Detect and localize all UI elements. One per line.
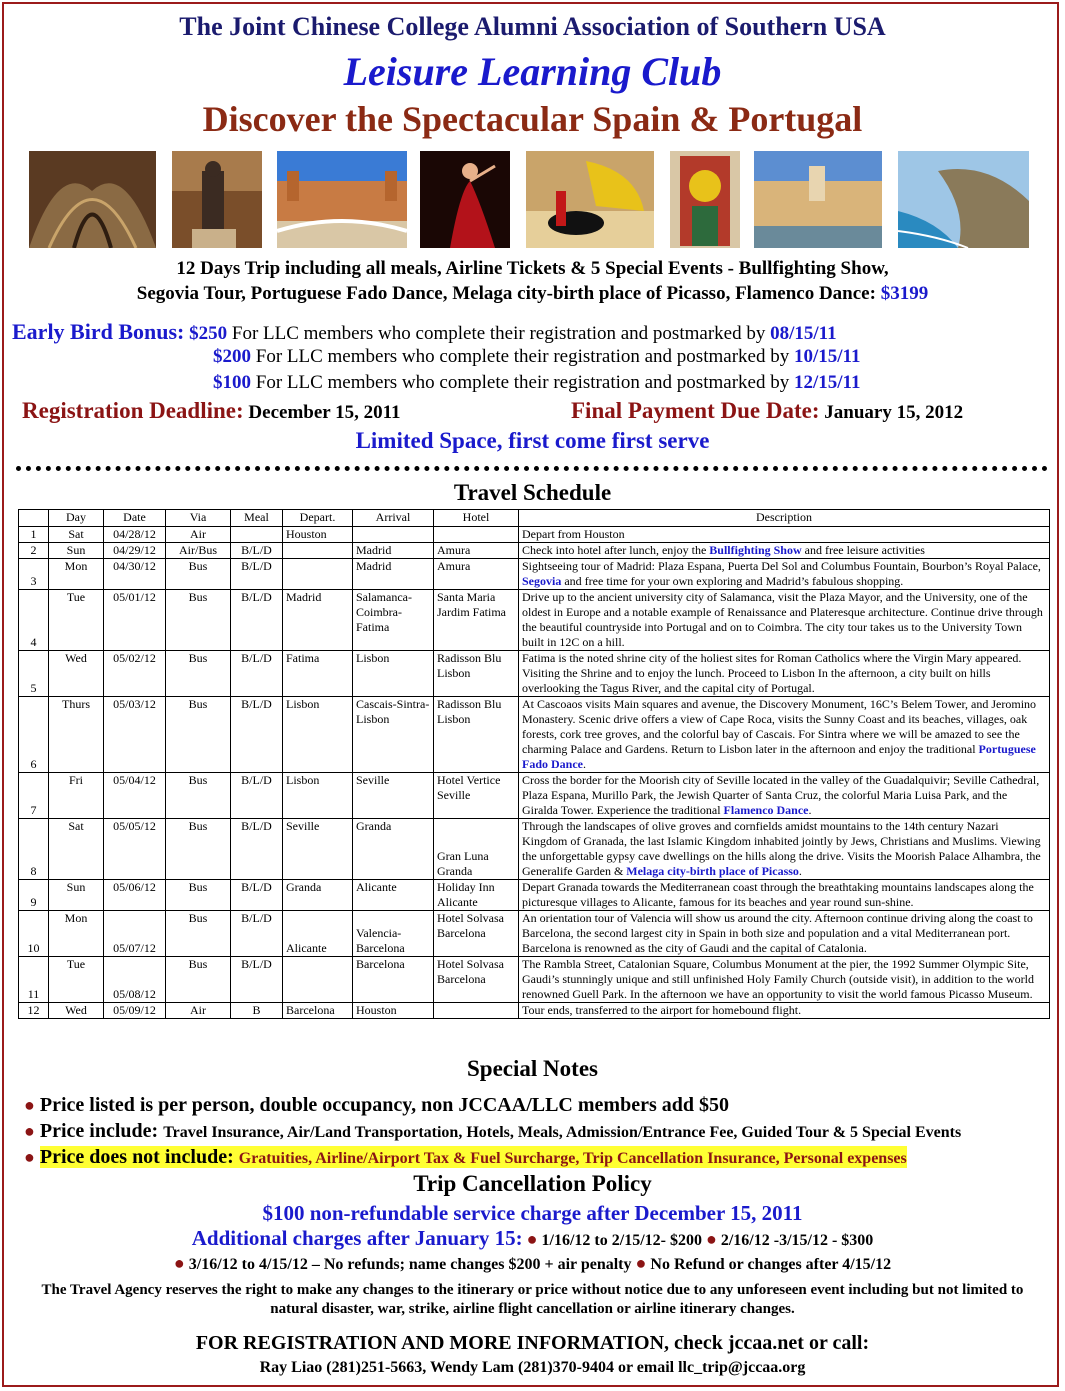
registration-info: FOR REGISTRATION AND MORE INFORMATION, check jccaa.net or call:	[195, 1332, 870, 1354]
hotel-cell: Holiday Inn Alicante	[434, 880, 519, 911]
plaza-espana-image	[277, 151, 407, 248]
arrival-cell: Valencia-Barcelona	[353, 911, 434, 957]
trip-headline: Discover the Spectacular Spain & Portugal	[202, 99, 863, 139]
early-bird-text: For LLC members who complete their registration and postmarked by	[231, 323, 766, 344]
early-bird-amount: $250	[189, 323, 228, 344]
day-number: 7	[19, 773, 49, 819]
summary-line-2-text: Segovia Tour, Portuguese Fado Dance, Melaga city-birth place of Picasso, Flamenco Dance:	[136, 283, 876, 304]
bullet-icon: ●	[24, 1121, 35, 1141]
early-bird-label: Early Bird Bonus:	[12, 319, 185, 344]
arrival-cell: Madrid	[353, 543, 434, 559]
final-payment-label: Final Payment Due Date:	[571, 398, 820, 423]
day-cell: Sun	[49, 880, 104, 911]
arrival-cell: Lisbon	[353, 651, 434, 697]
description-cell	[519, 819, 1050, 880]
depart-cell: Madrid	[283, 590, 353, 651]
col-header-via: Via	[166, 510, 231, 527]
day-number: 9	[19, 880, 49, 911]
arrival-cell: Madrid	[353, 559, 434, 590]
coimbra-town-image	[754, 151, 882, 248]
date-cell: 05/08/12	[104, 957, 166, 1003]
early-bird-date: 08/15/11	[770, 323, 837, 344]
day-number: 4	[19, 590, 49, 651]
meal-cell	[231, 527, 283, 543]
registration-deadline	[22, 398, 401, 424]
via-cell: Air	[166, 1003, 231, 1019]
arrival-cell: Salamanca-Coimbra-Fatima	[353, 590, 434, 651]
special-event-highlight: Melaga city-birth place of Picasso	[626, 864, 799, 878]
day-cell: Mon	[49, 911, 104, 957]
day-number: 6	[19, 697, 49, 773]
day-cell: Wed	[49, 1003, 104, 1019]
special-notes-title: Special Notes	[467, 1056, 598, 1081]
meal-cell: B/L/D	[231, 559, 283, 590]
day-number: 2	[19, 543, 49, 559]
bullfight-image	[526, 151, 654, 248]
bullet-icon: ●	[526, 1229, 538, 1249]
summary-line-2	[0, 281, 1065, 306]
charge-tier: No Refund or changes after 4/15/12	[650, 1256, 892, 1273]
meal-cell: B/L/D	[231, 590, 283, 651]
note-price-include	[24, 1120, 961, 1143]
early-bird-date: 10/15/11	[793, 346, 861, 367]
club-title: Leisure Learning Club	[343, 49, 722, 94]
date-cell: 05/03/12	[104, 697, 166, 773]
col-header-hotel: Hotel	[434, 510, 519, 527]
special-event-highlight: Portuguese Fado Dance	[522, 742, 1036, 771]
via-cell: Bus	[166, 819, 231, 880]
col-header-date: Date	[104, 510, 166, 527]
date-cell: 05/05/12	[104, 819, 166, 880]
hotel-cell: Hotel Vertice Seville	[434, 773, 519, 819]
day-cell: Tue	[49, 590, 104, 651]
cathedral-vault-image	[29, 151, 156, 248]
table-row	[19, 911, 1050, 957]
description-cell	[519, 773, 1050, 819]
registration-deadline-date: December 15, 2011	[248, 402, 401, 423]
meal-cell: B/L/D	[231, 911, 283, 957]
hotel-cell: Gran Luna Granda	[434, 819, 519, 880]
meal-cell: B/L/D	[231, 880, 283, 911]
day-number: 3	[19, 559, 49, 590]
day-number: 8	[19, 819, 49, 880]
date-cell: 05/09/12	[104, 1003, 166, 1019]
via-cell: Bus	[166, 773, 231, 819]
description-cell: Fatima is the noted shrine city of the holiest sites for Roman Catholics where the Virgin Mary appeared. Visiting the Shrine and to enjoy the lunch. Proceed to Lisbon In the afternoon, a city built on hills overlooking the Tagus River, and the capital city of Portugal.	[519, 651, 1050, 697]
date-cell: 05/06/12	[104, 880, 166, 911]
date-cell: 05/02/12	[104, 651, 166, 697]
hotel-cell: Radisson Blu Lisbon	[434, 697, 519, 773]
date-cell: 05/07/12	[104, 911, 166, 957]
depart-cell	[283, 543, 353, 559]
day-cell: Sun	[49, 543, 104, 559]
limited-space-notice: Limited Space, first come first serve	[355, 428, 710, 453]
day-cell: Mon	[49, 559, 104, 590]
bullet-icon: ●	[635, 1253, 647, 1273]
via-cell: Bus	[166, 911, 231, 957]
date-cell: 05/01/12	[104, 590, 166, 651]
depart-cell	[283, 559, 353, 590]
day-cell: Sat	[49, 527, 104, 543]
dotted-divider	[16, 466, 1048, 471]
description-cell: Drive up to the ancient university city of Salamanca, visit the Plaza Mayor, and the University, one of the oldest in Europe and a notable example of Renaissance and Plateresque architecture. Continue drive through the beautiful countryside into Portugal and on to Coimbra. The city tour takes us to the University Town built in 12C on a hill.	[519, 590, 1050, 651]
day-number: 1	[19, 527, 49, 543]
col-header-arrival: Arrival	[353, 510, 434, 527]
bullet-icon: ●	[24, 1095, 35, 1115]
arrival-cell: Alicante	[353, 880, 434, 911]
description-text: and free time for your own exploring and Madrid’s fabulous shopping.	[561, 574, 904, 588]
hotel-cell: Amura	[434, 543, 519, 559]
col-header-depart: Depart.	[283, 510, 353, 527]
arrival-cell: Granda	[353, 819, 434, 880]
col-header-description: Description	[519, 510, 1050, 527]
note-text: Gratuities, Airline/Airport Tax & Fuel Surcharge, Trip Cancellation Insurance, Personal expenses	[238, 1150, 907, 1167]
note-text: Travel Insurance, Air/Land Transportation, Hotels, Meals, Admission/Entrance Fee, Guided Tour & 5 Special Events	[163, 1124, 962, 1141]
coastal-cliffs-image	[898, 151, 1029, 248]
arrival-cell: Cascais-Sintra-Lisbon	[353, 697, 434, 773]
description-text: At Cascoaos visits Main squares and avenue, the Discovery Monument, 16C’s Belem Tower, and Jeromino Monastery. Scenic drive offers a view of Cape Roca, visits the Sunny Coast and its beaches, villages, oak forests, cork tree groves, and the colorful bay of Cascais. For Sintra where we will be amazed to see the charming Palace and Gardens. Return to Lisbon later in the afternoon and enjoy the traditional	[522, 697, 1037, 756]
hotel-cell	[434, 1003, 519, 1019]
registration-deadline-label: Registration Deadline:	[22, 398, 244, 423]
contact-info: Ray Liao (281)251-5663, Wendy Lam (281)370-9404 or email llc_trip@jccaa.org	[259, 1359, 806, 1376]
summary-line-1: 12 Days Trip including all meals, Airline Tickets & 5 Special Events - Bullfighting Show,	[176, 258, 889, 279]
via-cell: Bus	[166, 559, 231, 590]
depart-cell: Barcelona	[283, 1003, 353, 1019]
table-row	[19, 773, 1050, 819]
depart-cell: Lisbon	[283, 697, 353, 773]
org-title: The Joint Chinese College Alumni Association of Southern USA	[179, 12, 886, 41]
additional-charges-2	[0, 1253, 1065, 1274]
table-row	[19, 697, 1050, 773]
trip-price: $3199	[880, 283, 929, 304]
table-row	[19, 651, 1050, 697]
hotel-cell: Hotel Solvasa Barcelona	[434, 957, 519, 1003]
arrival-cell: Houston	[353, 1003, 434, 1019]
meal-cell: B/L/D	[231, 543, 283, 559]
day-number: 10	[19, 911, 49, 957]
hotel-cell	[434, 527, 519, 543]
depart-cell: Granda	[283, 880, 353, 911]
description-cell	[519, 697, 1050, 773]
charge-tier: 3/16/12 to 4/15/12 – No refunds; name changes $200 + air penalty	[188, 1256, 632, 1273]
meal-cell: B/L/D	[231, 651, 283, 697]
travel-schedule-table	[18, 509, 1050, 1019]
agency-disclaimer: The Travel Agency reserves the right to make any changes to the itinerary or price without notice due to any unforeseen event including but not limited to natural disaster, war, strike, airline flight cancellation or airline itinerary changes.	[41, 1282, 1024, 1317]
special-event-highlight: Flamenco Dance	[723, 803, 809, 817]
date-cell: 04/29/12	[104, 543, 166, 559]
schedule-title: Travel Schedule	[453, 480, 612, 505]
early-bird-amount: $100	[213, 372, 251, 393]
hotel-cell: Radisson Blu Lisbon	[434, 651, 519, 697]
depart-cell: Lisbon	[283, 773, 353, 819]
day-number: 11	[19, 957, 49, 1003]
early-bird-date: 12/15/11	[793, 372, 861, 393]
special-event-highlight: Segovia	[522, 574, 562, 588]
note-label: Price include:	[39, 1120, 159, 1142]
flamenco-dancer-image	[420, 151, 510, 248]
picasso-portrait-image	[670, 151, 740, 248]
statue-plaza-image	[172, 151, 262, 248]
table-row	[19, 527, 1050, 543]
meal-cell: B/L/D	[231, 773, 283, 819]
description-cell: Depart from Houston	[519, 527, 1050, 543]
depart-cell: Alicante	[283, 911, 353, 957]
description-cell: The Rambla Street, Catalonian Square, Columbus Monument at the pier, the 1992 Summer Olympic Site, Gaudi’s stunningly unique and still unfinished Holy Family Church (outside visit), in addition to the world renowned Guell Park. In the afternoon we have an opportunity to visit the world famous Picasso Museum.	[519, 957, 1050, 1003]
note-price-exclude	[24, 1146, 907, 1169]
date-cell: 04/30/12	[104, 559, 166, 590]
photo-strip	[29, 151, 1029, 248]
day-cell: Wed	[49, 651, 104, 697]
meal-cell: B	[231, 1003, 283, 1019]
cancellation-title: Trip Cancellation Policy	[413, 1171, 652, 1196]
col-header-day: Day	[49, 510, 104, 527]
description-cell	[519, 559, 1050, 590]
final-payment-due	[571, 398, 963, 424]
via-cell: Bus	[166, 957, 231, 1003]
day-cell: Fri	[49, 773, 104, 819]
bullet-icon: ●	[24, 1147, 35, 1167]
meal-cell: B/L/D	[231, 697, 283, 773]
hotel-cell: Amura	[434, 559, 519, 590]
table-row	[19, 559, 1050, 590]
note-price-per-person	[24, 1094, 729, 1117]
day-number: 5	[19, 651, 49, 697]
table-row	[19, 543, 1050, 559]
description-cell: Depart Granada towards the Mediterranean coast through the breathtaking mountains landscapes along the picturesque villages to Alicante, famous for its beaches and year round sun-shine.	[519, 880, 1050, 911]
note-label: Price does not include:	[39, 1146, 234, 1168]
charge-tier: 1/16/12 to 2/15/12- $200	[541, 1232, 702, 1249]
via-cell: Air	[166, 527, 231, 543]
table-header-row	[19, 510, 1050, 527]
additional-charges-label: Additional charges after January 15:	[191, 1226, 523, 1250]
description-text: Cross the border for the Moorish city of Seville located in the valley of the Guadalquivir; Seville Cathedral, Plaza Espana, Murillo Park, the Jewish Quarter of Santa Cruz, the colorful Maria Luisa Park, and the Giralda Tower. Experience the traditional	[522, 773, 1040, 817]
final-payment-date: January 15, 2012	[824, 402, 964, 423]
meal-cell: B/L/D	[231, 957, 283, 1003]
description-text: .	[808, 803, 812, 817]
table-row	[19, 880, 1050, 911]
early-bird-row-3	[213, 372, 860, 394]
description-text: .	[798, 864, 802, 878]
day-cell: Sat	[49, 819, 104, 880]
description-text: .	[583, 757, 586, 771]
description-text: Check into hotel after lunch, enjoy the	[522, 543, 710, 557]
charge-tier: 2/16/12 -3/15/12 - $300	[720, 1232, 874, 1249]
via-cell: Bus	[166, 880, 231, 911]
hotel-cell: Hotel Solvasa Barcelona	[434, 911, 519, 957]
day-number: 12	[19, 1003, 49, 1019]
early-bird-amount: $200	[213, 346, 251, 367]
description-text: Through the landscapes of olive groves and cornfields amidst mountains to the 14th century Nazari Kingdom of Granada, the last Islamic Kingdom inhabited jointly by Jews, Christians and Muslims. Viewing the unforgettable gypsy cave dwellings on the hills along the drive. Visits the Moorish Palace Alhambra, the Generalife Garden &	[522, 819, 1041, 878]
early-bird-row-1	[12, 319, 837, 345]
depart-cell: Fatima	[283, 651, 353, 697]
arrival-cell: Seville	[353, 773, 434, 819]
col-header-meal: Meal	[231, 510, 283, 527]
description-cell: An orientation tour of Valencia will show us around the city. Afternoon continue driving along the coast to Barcelona, the second largest city in Spain in both size and population and a vital Mediterranean port. Barcelona is renowned as the city of Gaudi and the capital of Catalonia.	[519, 911, 1050, 957]
table-row	[19, 819, 1050, 880]
arrival-cell: Barcelona	[353, 957, 434, 1003]
day-cell: Thurs	[49, 697, 104, 773]
meal-cell: B/L/D	[231, 819, 283, 880]
description-text: Sightseeing tour of Madrid: Plaza Espana, Puerta Del Sol and Columbus Fountain, Bourbon’s Royal Palace,	[522, 559, 1041, 573]
depart-cell: Seville	[283, 819, 353, 880]
via-cell: Bus	[166, 590, 231, 651]
depart-cell: Houston	[283, 527, 353, 543]
table-row	[19, 590, 1050, 651]
depart-cell	[283, 957, 353, 1003]
day-cell: Tue	[49, 957, 104, 1003]
date-cell: 05/04/12	[104, 773, 166, 819]
bullet-icon: ●	[705, 1229, 717, 1249]
early-bird-row-2	[213, 346, 860, 368]
service-charge-notice: $100 non-refundable service charge after December 15, 2011	[262, 1201, 803, 1225]
early-bird-text: For LLC members who complete their registration and postmarked by	[255, 372, 790, 393]
date-cell: 04/28/12	[104, 527, 166, 543]
via-cell: Air/Bus	[166, 543, 231, 559]
table-row	[19, 1003, 1050, 1019]
additional-charges	[0, 1226, 1065, 1251]
bullet-icon: ●	[173, 1253, 185, 1273]
hotel-cell: Santa Maria Jardim Fatima	[434, 590, 519, 651]
note-text: Price listed is per person, double occupancy, non JCCAA/LLC members add $50	[39, 1094, 729, 1116]
special-event-highlight: Bullfighting Show	[709, 543, 802, 557]
table-row	[19, 957, 1050, 1003]
via-cell: Bus	[166, 697, 231, 773]
description-cell: Tour ends, transferred to the airport for homebound flight.	[519, 1003, 1050, 1019]
description-text: and free leisure activities	[801, 543, 925, 557]
arrival-cell	[353, 527, 434, 543]
via-cell: Bus	[166, 651, 231, 697]
trip-summary	[0, 256, 1065, 306]
early-bird-text: For LLC members who complete their registration and postmarked by	[255, 346, 790, 367]
col-header-num	[19, 510, 49, 527]
description-cell	[519, 543, 1050, 559]
